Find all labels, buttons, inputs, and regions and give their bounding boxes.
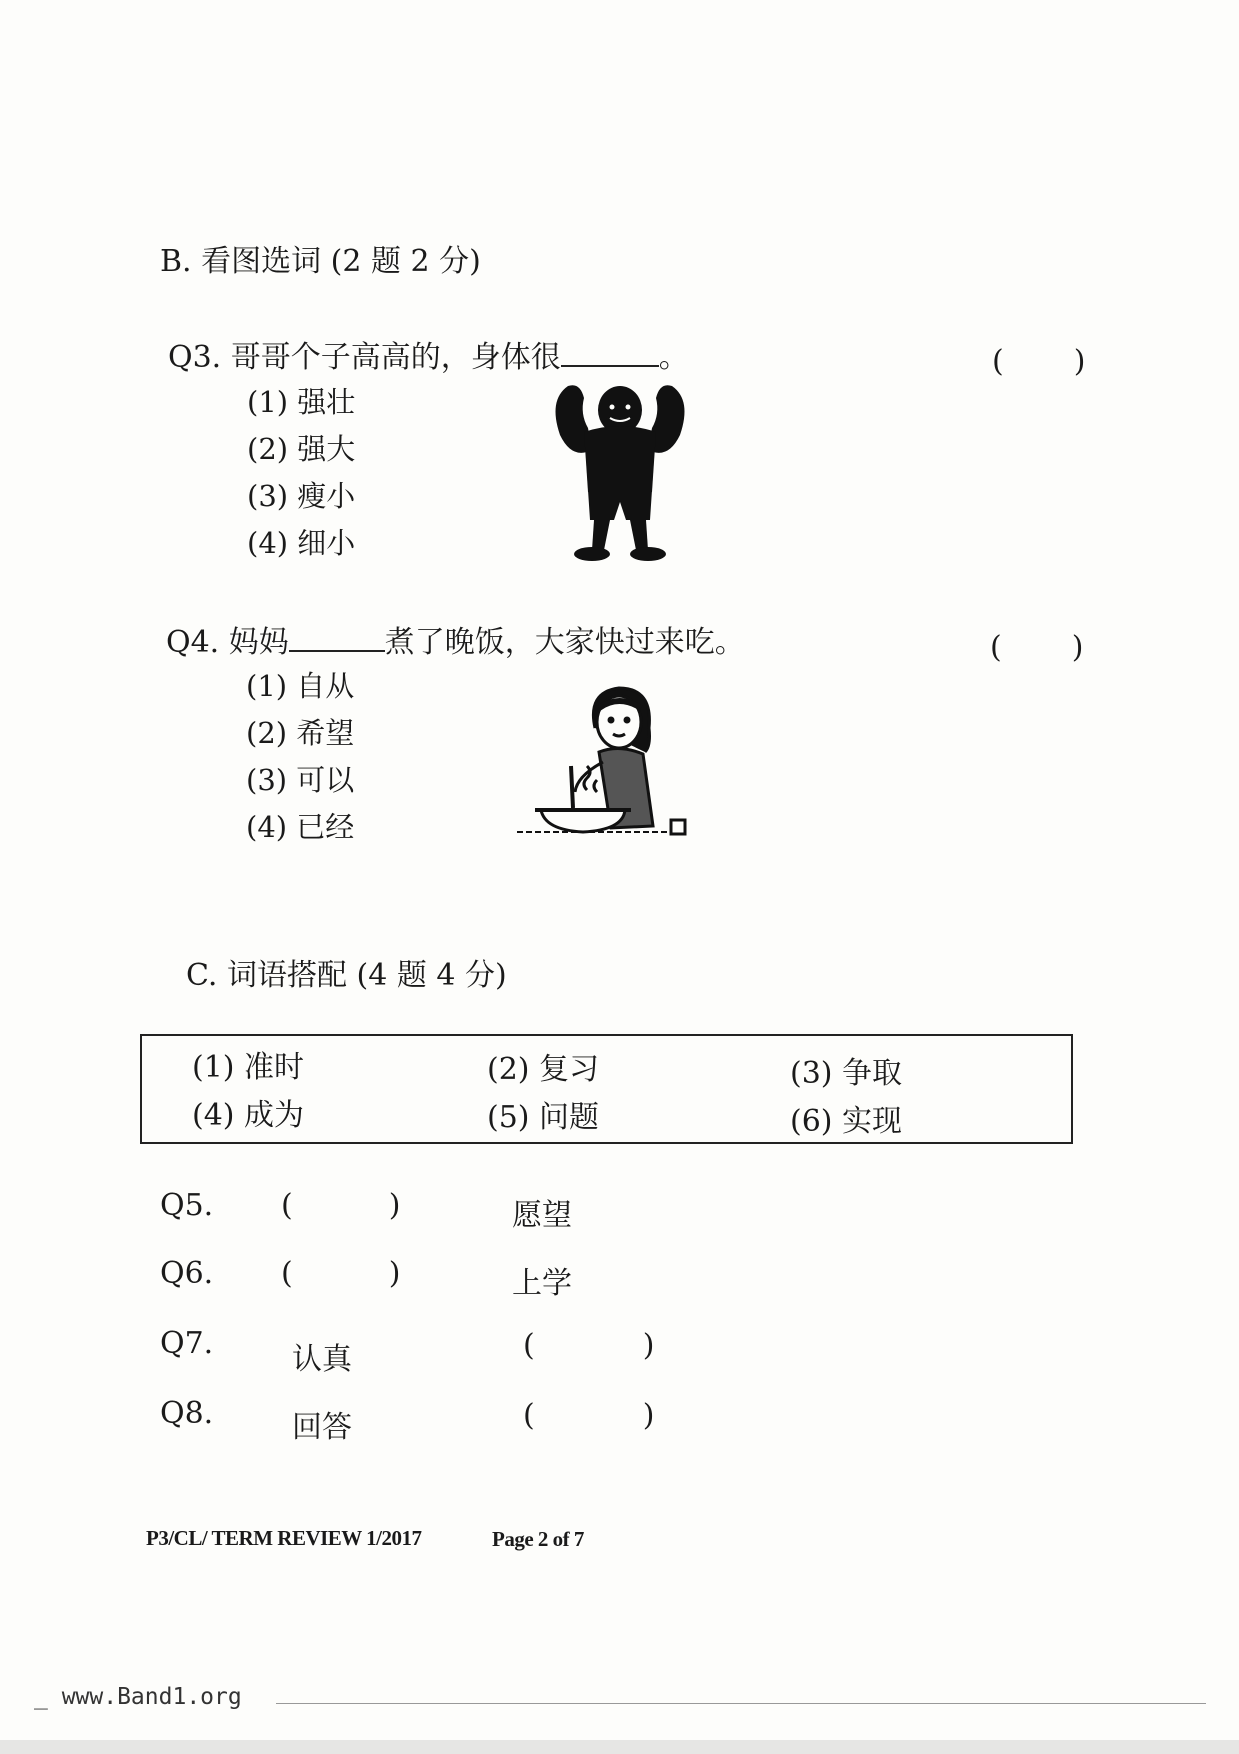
woman-cooking-icon	[515, 680, 705, 850]
answer-box-q6[interactable]: ( )	[281, 1256, 401, 1291]
word-bank-item: (2) 复习	[487, 1052, 600, 1087]
option-q4-2[interactable]: (2) 希望	[246, 716, 355, 750]
question-number: Q3.	[168, 340, 222, 375]
word-bank-item: (3) 争取	[790, 1056, 903, 1091]
word-bank-item: (5) 问题	[487, 1100, 600, 1135]
watermark-site: _ www.Band1.org	[34, 1684, 242, 1710]
watermark-divider	[276, 1703, 1206, 1704]
question-number: Q4.	[166, 625, 220, 660]
question-text-after: 。	[658, 340, 689, 375]
option-q3-3[interactable]: (3) 瘦小	[247, 479, 356, 513]
section-b-heading: B. 看图选词 (2 题 2 分)	[160, 244, 481, 279]
answer-box-q3[interactable]: ( )	[992, 344, 1086, 379]
question-q3-stem	[168, 332, 689, 376]
option-q4-1[interactable]: (1) 自从	[246, 669, 355, 703]
footer-page-number: Page 2 of 7	[492, 1527, 584, 1551]
answer-box-q4[interactable]: ( )	[990, 630, 1084, 665]
question-text-after: 煮了晚饭，大家快过来吃。	[384, 625, 745, 660]
option-q3-1[interactable]: (1) 强壮	[247, 385, 356, 419]
word-bank-item: (4) 成为	[192, 1098, 305, 1133]
question-text-before: 妈妈	[228, 625, 289, 660]
option-q4-3[interactable]: (3) 可以	[246, 763, 355, 797]
footer-code: P3/CL/ TERM REVIEW 1/2017	[146, 1526, 422, 1550]
option-q3-2[interactable]: (2) 强大	[247, 432, 356, 466]
answer-box-q5[interactable]: ( )	[281, 1188, 401, 1223]
option-q3-4[interactable]: (4) 细小	[247, 526, 356, 560]
question-text-before: 哥哥个子高高的，身体很	[230, 340, 561, 375]
word-bank-box	[140, 1034, 1073, 1144]
option-q4-4[interactable]: (4) 已经	[246, 810, 355, 844]
question-q4-stem	[166, 617, 745, 661]
question-q7-word: 认真	[292, 1342, 352, 1377]
question-q5-number: Q5.	[160, 1188, 214, 1223]
word-bank-item: (6) 实现	[790, 1104, 903, 1139]
question-q8-word: 回答	[292, 1410, 352, 1445]
strong-man-flexing-icon	[540, 380, 700, 565]
question-q5-word: 愿望	[512, 1198, 572, 1233]
question-q7-number: Q7.	[160, 1326, 214, 1361]
question-q8-number: Q8.	[160, 1396, 214, 1431]
answer-box-q8[interactable]: ( )	[523, 1398, 655, 1433]
question-q6-word: 上学	[512, 1266, 572, 1301]
answer-box-q7[interactable]: ( )	[523, 1328, 655, 1363]
answer-blank[interactable]	[561, 361, 659, 367]
question-q6-number: Q6.	[160, 1256, 214, 1291]
word-bank-item: (1) 准时	[192, 1050, 305, 1085]
section-c-heading: C. 词语搭配 (4 题 4 分)	[186, 958, 507, 993]
answer-blank[interactable]	[289, 646, 385, 652]
scan-bottom-edge	[0, 1740, 1239, 1754]
